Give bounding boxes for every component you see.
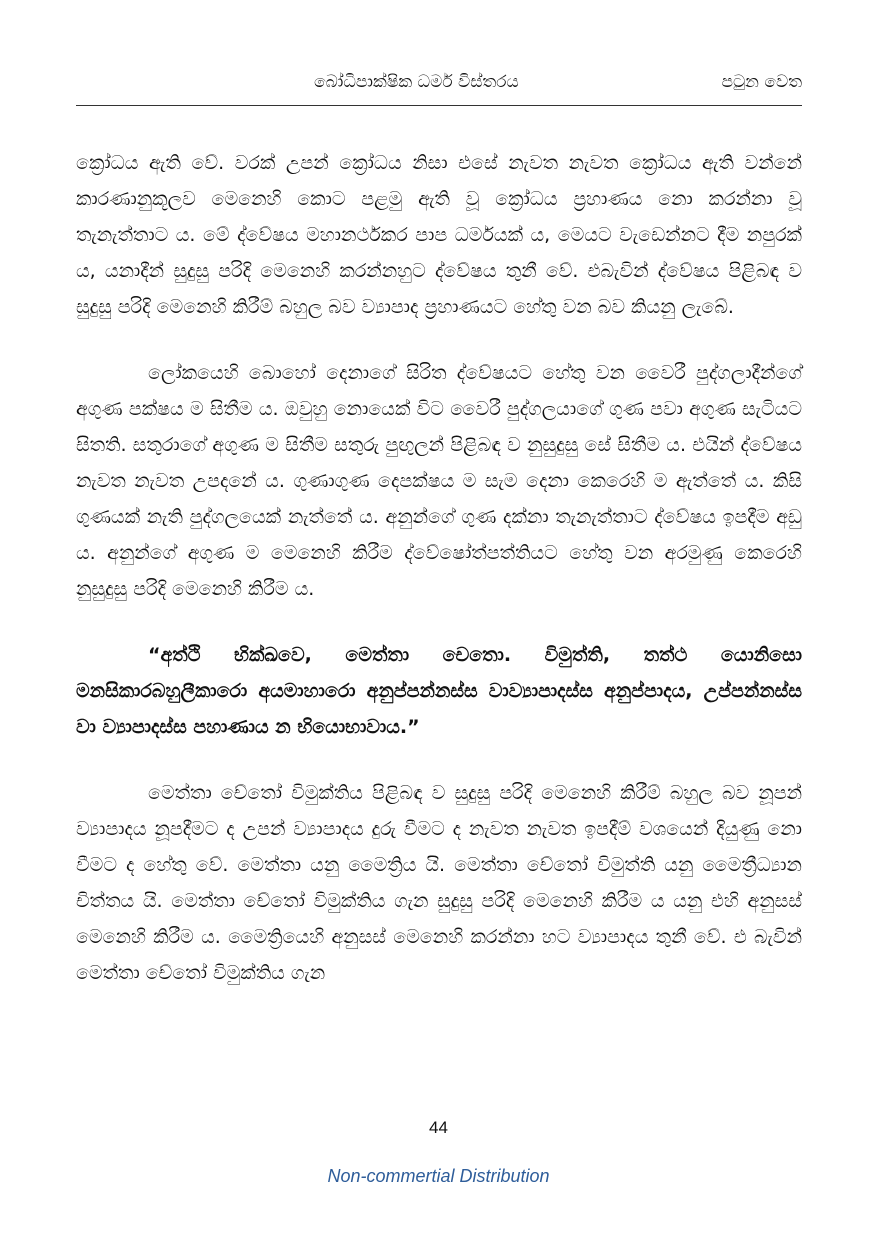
header-divider (76, 105, 802, 106)
running-header (76, 62, 802, 106)
pali-quotation: “අත්ථි භික්ඛවෙ, මෙත්තා චෙතො. විමුත්ති, තත්ථ යොනිසො මනසිකාරබහුලීකාරො අයමාහාරො අනුප්පන්නස්ස වාව්‍යාපාදස්ස අනුප්පාදය, උප්පන්නස්ස වා ව්‍යාපාදස්ස පහාණාය න භියොභාවාය.” (76, 644, 802, 738)
contents-link[interactable]: පටුන වෙත (721, 72, 802, 92)
paragraph-4: මෙත්තා චේතෝ විමුක්තිය පිළිබඳ ව සුදුසු පරිදි මෙනෙහි කිරීම් බහුල බව නූපන් ව්‍යාපාදය නූපදීමට ද උපන් ව්‍යාපාදය දුරු වීමට ද නැවත නැවත ඉපදීම් වශයෙන් දියුණු නො වීමට ද හේතු වේ. මෙත්තා යනු මෛත්‍රිය යි. මෙත්තා චේතෝ විමුත්ති යනු මෛත්‍රීධ්‍යාන චිත්තය යි. මෙත්තා චේතෝ විමුක්තිය ගැන සුදුසු පරිදි මෙනෙහි කිරීම ය යනු එහි අනුසස් මෙනෙහි කිරීම ය. මෛත්‍රියෙහි අනුසස් මෙනෙහි කරන්නා හට ව්‍යාපාදය තුනී වේ. එ බැවින් මෙත්තා චේතෝ විමුක්තිය ගැන (76, 782, 802, 984)
book-title: බෝධිපාක්ෂික ධර්ම විස්තරය (314, 72, 519, 92)
page-number: 44 (429, 1118, 448, 1137)
paragraph-2: ලෝකයෙහි බොහෝ දෙනාගේ සිරිත ද්වේෂයට හේතු වන වෛරී පුද්ගලාදීන්ගේ අගුණ පක්ෂය ම සිතීම ය. ඔවුහු නොයෙක් විට වෛරී පුද්ගලයාගේ ගුණ පවා අගුණ සැටියට සිතති. සතුරාගේ අගුණ ම සිතීම සතුරු පුඟුලන් පිළිබඳ ව නුසුදුසු සේ සිතීම ය. එයින් ද්වේෂය නැවත නැවත උපදනේ ය. ගුණාගුණ දෙපක්ෂය ම සැම දෙනා කෙරෙහි ම ඇත්තේ ය. කිසි ගුණයක් නැති පුද්ගලයෙක් නැත්තේ ය. අනුන්ගේ ගුණ දක්නා තැනැත්තාට ද්වේෂය ඉපදීම අඩු ය. අනුන්ගේ අගුණ ම මෙනෙහි කිරීම ද්වේෂෝත්පත්තියට හේතු වන අරමුණු කෙරෙහි නුසුදුසු පරිදි මෙනෙහි කිරීම ය. (76, 362, 802, 600)
distribution-footer: Non-commertial Distribution (327, 1166, 550, 1186)
paragraph-1: ක්‍රෝධය ඇති වේ. වරක් උපන් ක්‍රෝධය නිසා එසේ නැවත නැවත ක්‍රෝධය ඇති වන්නේ කාරණානුකූලව මෙනෙහි කොට පළමු ඇති වූ ක්‍රෝධය ප්‍රහාණය නො කරන්නා වූ තැනැත්තාට ය. මේ ද්වේෂය මහානර්ථකර පාප ධර්මයක් ය, මෙයට වැඩෙන්නට දීම නපුරක් ය, යනාදීන් සුදුසු පරිදි මෙනෙහි කරන්නහුට ද්වේෂය තුනී වේ. එබැවින් ද්වේෂය පිළිබඳ ව සුදුසු පරිදි මෙනෙහි කිරීම් බහුල බව ව්‍යාපාද ප්‍රහාණයට හේතු වන බව කියනු ලැබේ. (76, 152, 802, 318)
page-body (76, 145, 802, 1021)
